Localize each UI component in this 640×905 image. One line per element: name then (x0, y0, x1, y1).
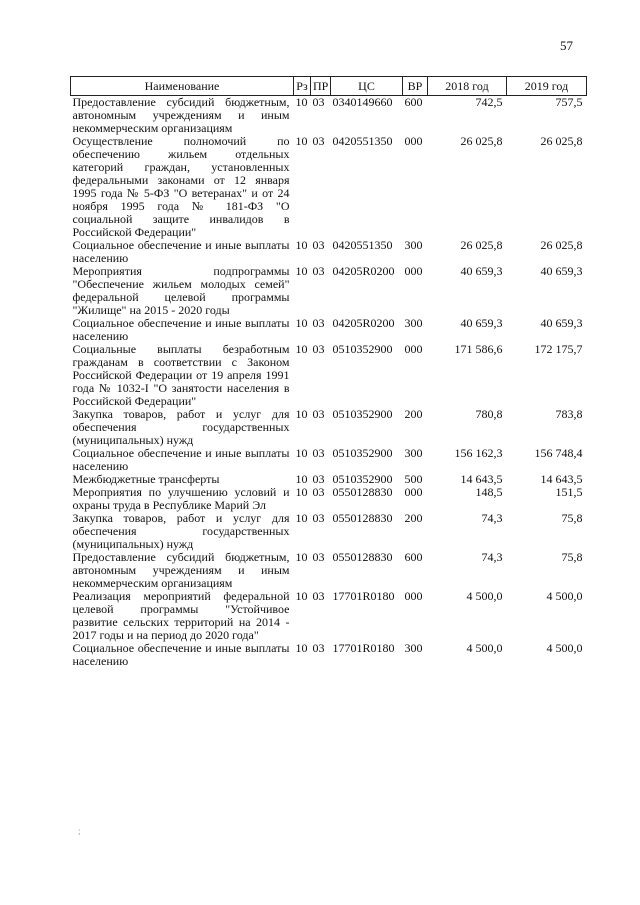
cell-name: Межбюджетные трансферты (72, 472, 220, 486)
cell-pr: 03 (312, 316, 325, 330)
cell-2018: 148,5 (475, 485, 503, 499)
cell-rz: 10 (295, 641, 308, 655)
cell-2019: 151,5 (555, 485, 583, 499)
cell-2018: 742,5 (475, 95, 503, 109)
cell-cs: 17701R0180 (332, 589, 395, 603)
cell-name: Предоставление субсидий бюджетным, автономным учреждениям и иным некоммерческим организациям (72, 95, 290, 135)
cell-cs: 0550128830 (332, 511, 393, 525)
cell-2018: 4 500,0 (466, 641, 503, 655)
table-row (71, 447, 587, 473)
cell-2018: 171 586,6 (454, 342, 503, 356)
cell-vr: 300 (404, 238, 423, 252)
cell-name: Социальное обеспечение и иные выплаты населению (72, 316, 290, 343)
cell-rz: 10 (295, 238, 308, 252)
header-vr: ВР (403, 77, 428, 96)
budget-table (70, 76, 587, 668)
cell-cs: 0510352900 (332, 342, 393, 356)
table-header (71, 77, 587, 96)
header-2019: 2019 год (507, 77, 587, 96)
table-body (71, 96, 587, 669)
cell-name: Социальное обеспечение и иные выплаты населению (72, 238, 290, 265)
cell-2018: 74,3 (481, 550, 503, 564)
cell-2019: 757,5 (555, 95, 583, 109)
cell-pr: 03 (312, 589, 325, 603)
cell-pr: 03 (312, 407, 325, 421)
cell-2019: 783,8 (555, 407, 583, 421)
cell-pr: 03 (312, 511, 325, 525)
cell-name: Реализация мероприятий федеральной целевой программы "Устойчивое развитие сельских территорий на 2014 - 2017 годы и на период до 2020 года" (72, 589, 290, 642)
page-number: 57 (560, 38, 573, 53)
cell-vr: 000 (404, 134, 423, 148)
cell-name: Социальные выплаты безработным гражданам в соответствии с Законом Российской Федерации от 19 апреля 1991 года № 1032-I "О занятости населения в Российской Федерации" (72, 342, 290, 408)
cell-vr: 200 (404, 511, 423, 525)
cell-2019: 40 659,3 (540, 264, 583, 278)
cell-vr: 300 (404, 446, 423, 460)
header-pr: ПР (311, 77, 331, 96)
cell-2018: 156 162,3 (454, 446, 503, 460)
table-row (71, 317, 587, 343)
cell-vr: 300 (404, 316, 423, 330)
cell-2019: 156 748,4 (534, 446, 583, 460)
cell-pr: 03 (312, 485, 325, 499)
cell-2018: 40 659,3 (460, 264, 503, 278)
table-row (71, 486, 587, 512)
cell-vr: 000 (404, 485, 423, 499)
cell-name: Закупка товаров, работ и услуг для обеспечения государственных (муниципальных) нужд (72, 407, 290, 447)
cell-2019: 26 025,8 (540, 134, 583, 148)
cell-name: Мероприятия по улучшению условий и охраны труда в Республике Марий Эл (72, 485, 290, 512)
cell-name: Осуществление полномочий по обеспечению жильем отдельных категорий граждан, установленных федеральными законами от 12 января 1995 года № 5-ФЗ "О ветеранах" и от 24 ноября 1995 года № 181-ФЗ "О социальной защите инвалидов в Российской Федерации" (72, 134, 290, 239)
cell-name: Социальное обеспечение и иные выплаты населению (72, 446, 290, 473)
cell-cs: 17701R0180 (332, 641, 395, 655)
cell-2019: 75,8 (561, 511, 583, 525)
table-row (71, 135, 587, 239)
cell-2018: 26 025,8 (460, 134, 503, 148)
cell-rz: 10 (295, 264, 308, 278)
cell-2019: 172 175,7 (534, 342, 583, 356)
cell-2018: 14 643,5 (460, 472, 503, 486)
cell-cs: 04205R0200 (332, 264, 395, 278)
cell-cs: 0340149660 (332, 95, 393, 109)
cell-rz: 10 (295, 550, 308, 564)
cell-cs: 0420551350 (332, 134, 393, 148)
cell-name: Предоставление субсидий бюджетным, автономным учреждениям и иным некоммерческим организациям (72, 550, 290, 590)
table-row (71, 265, 587, 317)
cell-cs: 0550128830 (332, 485, 393, 499)
table-row (71, 551, 587, 590)
cell-cs: 0510352900 (332, 407, 393, 421)
cell-vr: 000 (404, 342, 423, 356)
cell-2019: 26 025,8 (540, 238, 583, 252)
cell-vr: 600 (404, 550, 423, 564)
cell-rz: 10 (295, 485, 308, 499)
table-row (71, 590, 587, 642)
cell-vr: 500 (404, 472, 423, 486)
cell-pr: 03 (312, 641, 325, 655)
cell-2018: 74,3 (481, 511, 503, 525)
cell-2019: 14 643,5 (540, 472, 583, 486)
cell-vr: 000 (404, 589, 423, 603)
cell-cs: 0550128830 (332, 550, 393, 564)
header-cs: ЦС (331, 77, 403, 96)
cell-rz: 10 (295, 316, 308, 330)
cell-vr: 300 (404, 641, 423, 655)
table-row (71, 343, 587, 408)
cell-rz: 10 (295, 134, 308, 148)
cell-pr: 03 (312, 134, 325, 148)
cell-2019: 40 659,3 (540, 316, 583, 330)
cell-2019: 4 500,0 (546, 589, 583, 603)
cell-rz: 10 (295, 472, 308, 486)
cell-name: Мероприятия подпрограммы "Обеспечение жильем молодых семей" федеральной целевой программы "Жилище" на 2015 - 2020 годы (72, 264, 290, 317)
cell-cs: 0510352900 (332, 446, 393, 460)
cell-rz: 10 (295, 95, 308, 109)
scan-mark: ; (78, 826, 81, 836)
cell-pr: 03 (312, 472, 325, 486)
cell-vr: 600 (404, 95, 423, 109)
header-rz: Рз (294, 77, 311, 96)
cell-2018: 26 025,8 (460, 238, 503, 252)
cell-cs: 0510352900 (332, 472, 393, 486)
cell-rz: 10 (295, 589, 308, 603)
header-2018: 2018 год (428, 77, 507, 96)
cell-2019: 75,8 (561, 550, 583, 564)
cell-pr: 03 (312, 95, 325, 109)
cell-rz: 10 (295, 446, 308, 460)
table-row (71, 408, 587, 447)
cell-rz: 10 (295, 342, 308, 356)
cell-2018: 780,8 (475, 407, 503, 421)
cell-2018: 4 500,0 (466, 589, 503, 603)
table-row (71, 512, 587, 551)
cell-vr: 200 (404, 407, 423, 421)
cell-rz: 10 (295, 407, 308, 421)
table-row (71, 642, 587, 668)
cell-vr: 000 (404, 264, 423, 278)
table-row (71, 96, 587, 136)
cell-name: Социальное обеспечение и иные выплаты населению (72, 641, 290, 668)
cell-cs: 04205R0200 (332, 316, 395, 330)
cell-pr: 03 (312, 342, 325, 356)
cell-pr: 03 (312, 446, 325, 460)
cell-pr: 03 (312, 238, 325, 252)
header-name: Наименование (71, 77, 294, 96)
cell-cs: 0420551350 (332, 238, 393, 252)
cell-pr: 03 (312, 264, 325, 278)
cell-rz: 10 (295, 511, 308, 525)
cell-pr: 03 (312, 550, 325, 564)
cell-name: Закупка товаров, работ и услуг для обеспечения государственных (муниципальных) нужд (72, 511, 290, 551)
cell-2019: 4 500,0 (546, 641, 583, 655)
table-row (71, 239, 587, 265)
cell-2018: 40 659,3 (460, 316, 503, 330)
